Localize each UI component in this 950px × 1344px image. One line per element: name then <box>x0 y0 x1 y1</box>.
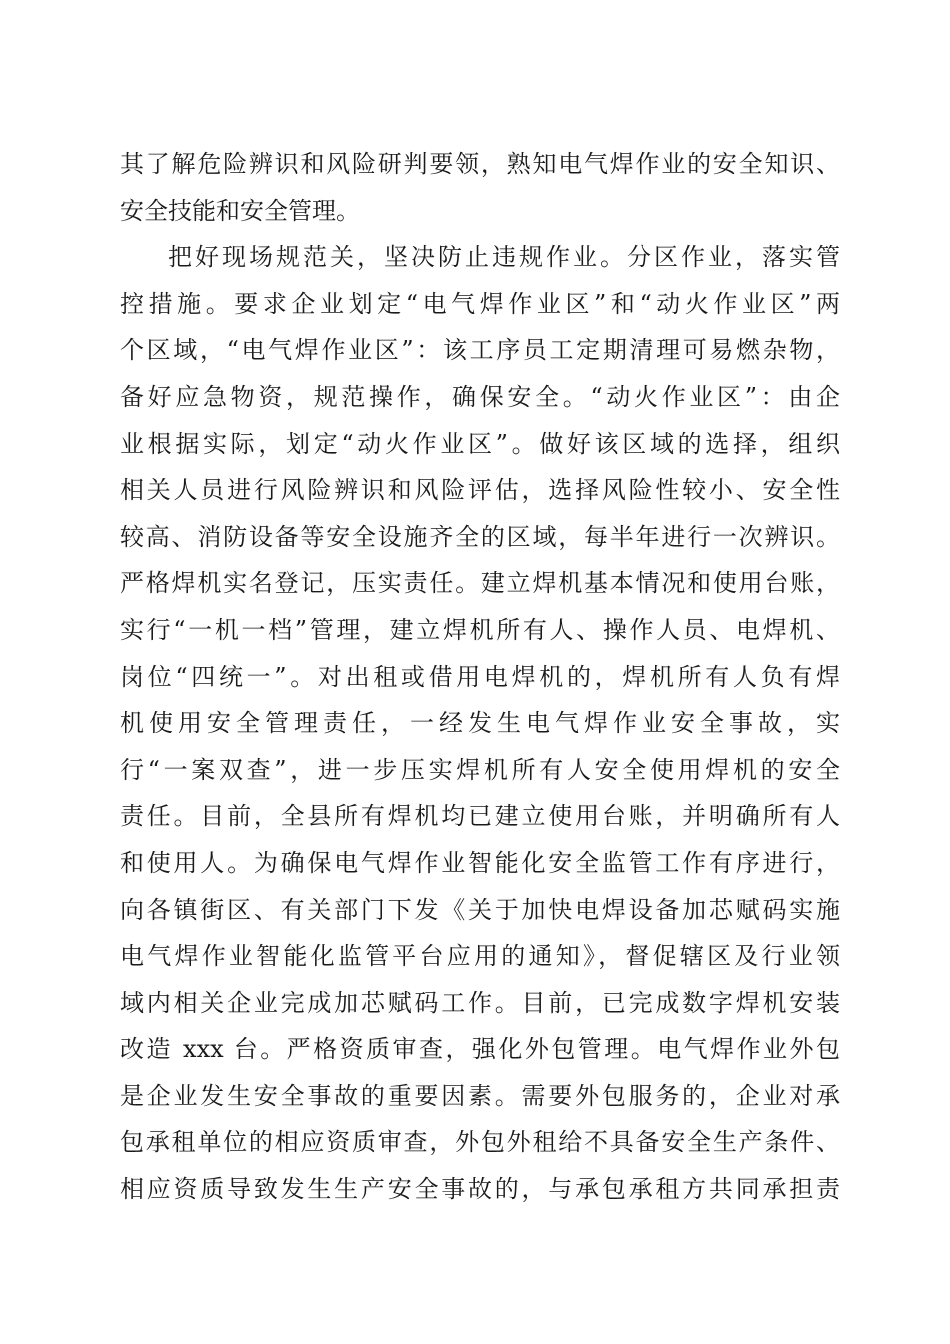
text-line: 业根据实际，划定“动火作业区”。做好该区域的选择，组织 <box>120 429 840 458</box>
text-line: 是企业发生安全事故的重要因素。需要外包服务的，企业对承 <box>120 1081 840 1110</box>
text-line: 其了解危险辨识和风险研判要领，熟知电气焊作业的安全知识、 <box>120 150 840 178</box>
text-line: 域内相关企业完成加芯赋码工作。目前，已完成数字焊机安装 <box>120 988 840 1017</box>
text-line: 岗位“四统一”。对出租或借用电焊机的，焊机所有人负有焊 <box>120 662 840 691</box>
text-line: 行“一案双查”，进一步压实焊机所有人安全使用焊机的安全 <box>120 755 840 784</box>
text-line: 较高、消防设备等安全设施齐全的区域，每半年进行一次辨识。 <box>120 522 840 551</box>
text-line: 备好应急物资，规范操作，确保安全。“动火作业区”：由企 <box>120 382 840 411</box>
body-text <box>120 141 840 1213</box>
paragraph-first-line: 把好现场规范关，坚决防止违规作业。分区作业，落实管 <box>168 243 840 272</box>
text-line: 包承租单位的相应资质审查，外包外租给不具备安全生产条件、 <box>120 1128 840 1157</box>
text-line: 安全技能和安全管理。 <box>120 196 360 225</box>
text-line: 改造 xxx 台。严格资质审查，强化外包管理。电气焊作业外包 <box>120 1035 840 1064</box>
text-line: 控措施。要求企业划定“电气焊作业区”和“动火作业区”两 <box>120 289 840 318</box>
text-line: 机使用安全管理责任，一经发生电气焊作业安全事故，实 <box>120 709 840 738</box>
text-line: 相应资质导致发生生产安全事故的，与承包承租方共同承担责 <box>120 1175 840 1204</box>
text-line: 相关人员进行风险辨识和风险评估，选择风险性较小、安全性 <box>120 476 840 505</box>
text-line: 严格焊机实名登记，压实责任。建立焊机基本情况和使用台账， <box>120 569 840 598</box>
text-line: 个区域，“电气焊作业区”：该工序员工定期清理可易燃杂物， <box>120 336 840 365</box>
text-line: 责任。目前，全县所有焊机均已建立使用台账，并明确所有人 <box>120 802 840 831</box>
text-line: 向各镇街区、有关部门下发《关于加快电焊设备加芯赋码实施 <box>120 895 840 924</box>
text-line: 和使用人。为确保电气焊作业智能化安全监管工作有序进行， <box>120 848 840 877</box>
text-line: 电气焊作业智能化监管平台应用的通知》，督促辖区及行业领 <box>120 942 840 971</box>
text-line: 实行“一机一档”管理，建立焊机所有人、操作人员、电焊机、 <box>120 615 840 644</box>
